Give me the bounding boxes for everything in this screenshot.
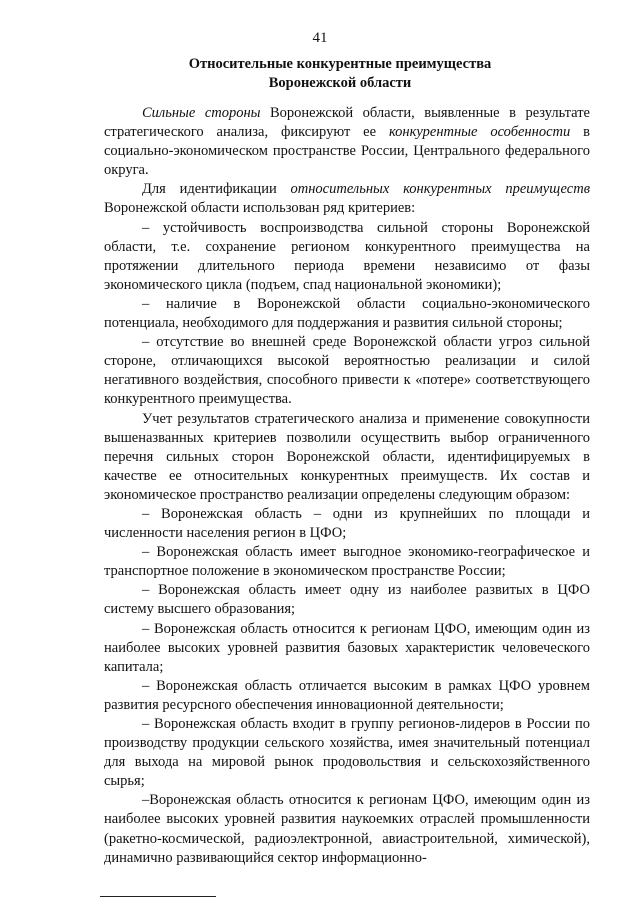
text-segment: – Воронежская область имеет выгодное экономико-географическое и транспортное положение в экономическом пространстве России; xyxy=(104,544,590,580)
text-segment: Для идентификации xyxy=(142,181,291,198)
text-segment: – Воронежская область имеет одну из наиболее развитых в ЦФО систему высшего образования; xyxy=(104,582,590,618)
title-line-2: Воронежской области xyxy=(268,75,412,91)
paragraph xyxy=(104,104,590,180)
paragraph xyxy=(104,677,590,715)
italic-text: конкурентные особенности xyxy=(388,124,571,141)
page-title xyxy=(100,55,580,93)
paragraph xyxy=(104,715,590,791)
body-text xyxy=(104,104,590,868)
paragraph xyxy=(104,505,590,543)
title-line-1: Относительные конкурентные преимущества xyxy=(188,56,492,72)
text-segment: – Воронежская область – одни из крупнейших по площади и численности населения регион в ЦФО; xyxy=(104,505,590,542)
text-segment: –Воронежская область относится к регионам ЦФО, имеющим один из наиболее высоких уровней развития наукоемких отраслей промышленности (ракетно-космической, радиоэлектронной, авиастроительной, химической), динамично развивающийся сектор информационно- xyxy=(104,792,590,866)
paragraph xyxy=(104,219,590,295)
text-segment: – Воронежская область отличается высоким в рамках ЦФО уровнем развития ресурсного обеспечения инновационной деятельности; xyxy=(104,677,590,713)
italic-text: относительных конкурентных преимуществ xyxy=(290,181,590,198)
paragraph xyxy=(104,295,590,333)
paragraph xyxy=(104,620,590,677)
paragraph xyxy=(104,410,590,505)
paragraph xyxy=(104,581,590,619)
italic-text: Сильные стороны xyxy=(142,105,261,121)
text-segment: – отсутствие во внешней среде Воронежской области угроз сильной стороне, отличающихся высокой вероятностью реализации и силой негативного воздействия, способного привести к «потере» соответствующего конкурентного преимущества. xyxy=(104,334,590,408)
paragraph xyxy=(104,543,590,581)
text-segment: Учет результатов стратегического анализа и применение совокупности вышеназванных критериев позволили осуществить выбор ограниченного перечня сильных сторон Воронежской области, идентифицируемых в качестве ее относительных конкурентных преимуществ. Их состав и экономическое пространство реализации определены следующим образом: xyxy=(104,410,590,503)
footnote-separator xyxy=(100,896,216,897)
text-segment: – Воронежская область входит в группу регионов-лидеров в России по производству продукции сельского хозяйства, имея значительный потенциал для выхода на мировой рынок продовольствия и сельскохозяйственного сырья; xyxy=(104,716,590,790)
text-segment: Воронежской области использован ряд критериев: xyxy=(104,200,416,217)
paragraph xyxy=(104,180,590,218)
paragraph xyxy=(104,333,590,409)
paragraph xyxy=(104,791,590,867)
text-segment: – наличие в Воронежской области социально-экономического потенциала, необходимого для поддержания и развития сильной стороны; xyxy=(104,295,590,332)
text-segment: – Воронежская область относится к регионам ЦФО, имеющим один из наиболее высоких уровней развития базовых характеристик человеческого капитала; xyxy=(104,620,590,675)
text-segment: в социально-экономическом пространстве России, Центрального федерального округа. xyxy=(104,124,590,179)
text-segment: Воронежской области, выявленные в результате стратегического анализа, фиксируют ее xyxy=(104,105,590,141)
text-segment: – устойчивость воспроизводства сильной стороны Воронежской области, т.е. сохранение регионом конкурентного преимущества на протяжении длительного периода времени независимо от фазы экономического цикла (подъем, спад национальной экономики); xyxy=(104,219,590,293)
page-number: 41 xyxy=(312,30,328,46)
